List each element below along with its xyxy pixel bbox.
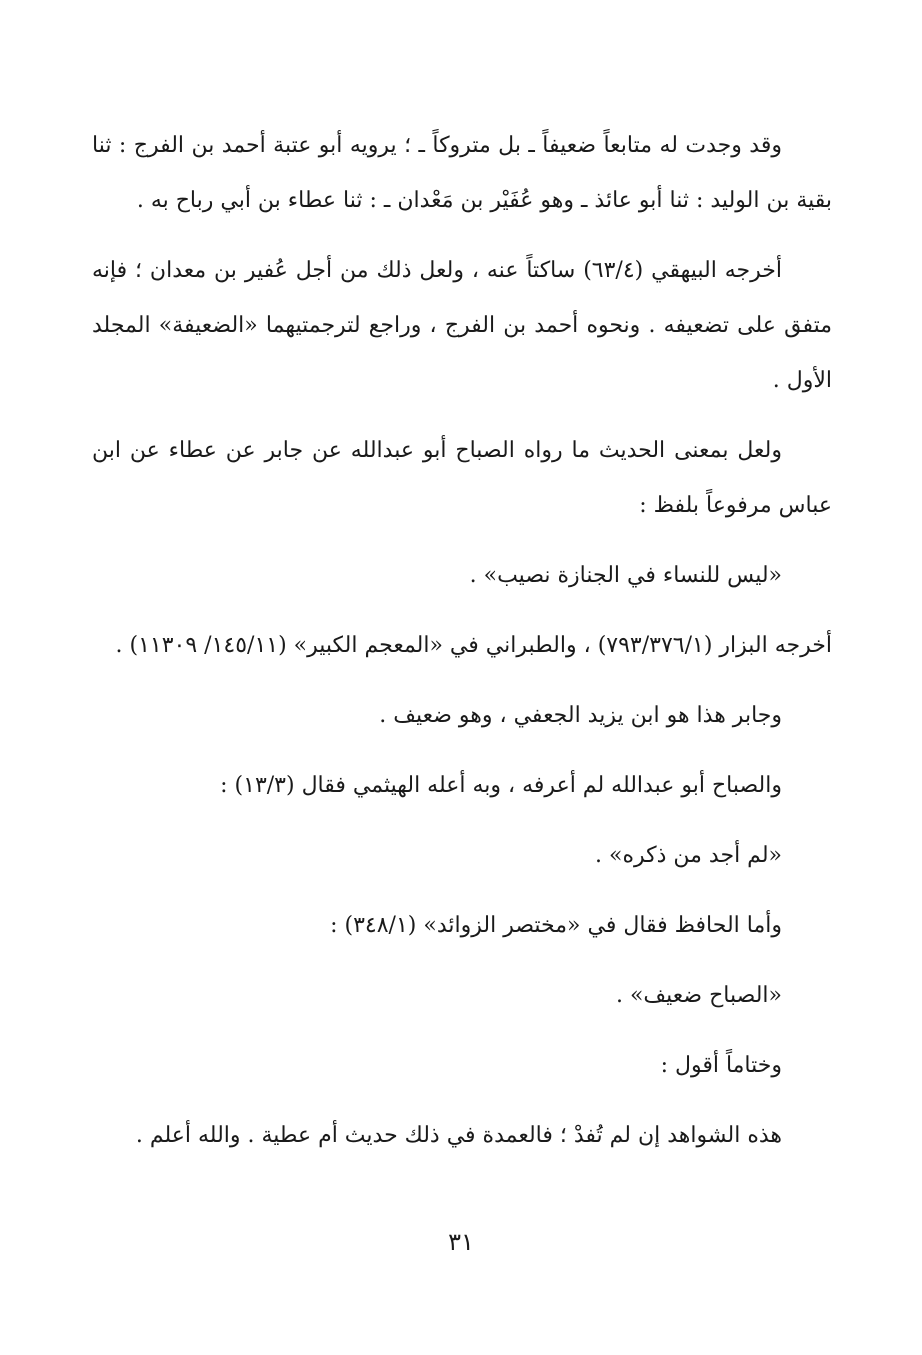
- paragraph-closing-intro: وختاماً أقول :: [660, 1053, 782, 1078]
- quote-haythami: «لم أجد من ذكره» .: [595, 843, 782, 868]
- paragraph-sabbah-narration: ولعل بمعنى الحديث ما رواه الصباح أبو عبدالله عن جابر عن عطاء عن ابن عباس مرفوعاً بلفظ :: [92, 438, 832, 518]
- paragraph-mutabaa: وقد وجدت له متابعاً ضعيفاً ـ بل متروكاً ـ ؛ يرويه أبو عتبة أحمد بن الفرج : ثنا بقية بن الوليد : ثنا أبو عائذ ـ وهو عُفَيْر بن مَعْدان ـ : ثنا عطاء بن أبي رباح به .: [92, 133, 832, 213]
- quote-hafiz: «الصباح ضعيف» .: [615, 983, 782, 1008]
- paragraph-bazzar-tabarani: أخرجه البزار (٧٩٣/٣٧٦/١) ، والطبراني في «المعجم الكبير» (١٤٥/١١/ ١١٣٠٩) .: [115, 633, 832, 658]
- body-text: [92, 118, 832, 1163]
- paragraph-conclusion: هذه الشواهد إن لم تُفدْ ؛ فالعمدة في ذلك حديث أم عطية . والله أعلم .: [135, 1123, 782, 1148]
- paragraph-jabir: وجابر هذا هو ابن يزيد الجعفي ، وهو ضعيف .: [379, 703, 782, 728]
- page-number: ٣١: [448, 1228, 474, 1256]
- quote-hadith-text: «ليس للنساء في الجنازة نصيب» .: [469, 563, 782, 588]
- paragraph-bayhaqi: أخرجه البيهقي (٦٣/٤) ساكتاً عنه ، ولعل ذلك من أجل عُفير بن معدان ؛ فإنه متفق على تضعيفه . ونحوه أحمد بن الفرج ، وراجع لترجمتيهما «الضعيفة» المجلد الأول .: [92, 258, 832, 393]
- paragraph-haythami: والصباح أبو عبدالله لم أعرفه ، وبه أعله الهيثمي فقال (١٣/٣) :: [220, 773, 782, 798]
- paragraph-hafiz: وأما الحافظ فقال في «مختصر الزوائد» (٣٤٨/١) :: [330, 913, 782, 938]
